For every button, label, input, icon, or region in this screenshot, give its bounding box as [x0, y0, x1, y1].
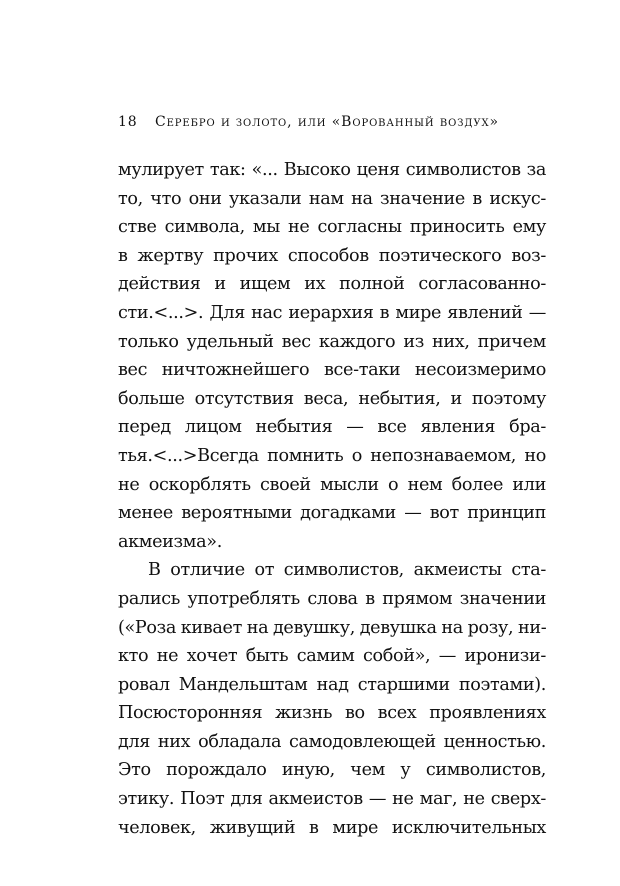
text-line: Посюсторонняя жизнь во всех проявлениях: [118, 703, 546, 724]
text-line: не оскорблять своей мысли о нем более или: [118, 474, 546, 495]
text-line: сти.<...>. Для нас иерархия в мире явлений —: [118, 302, 546, 323]
text-line: мулирует так: «... Высоко ценя символистов за: [118, 160, 546, 180]
text-line: кто не хочет быть самим собой», — иронизи-: [118, 646, 546, 667]
text-line: перед лицом небытия — все явления бра-: [118, 417, 546, 438]
paragraph-quote-continuation: [118, 156, 546, 556]
text-line: то, что они указали нам на значение в искус-: [118, 188, 546, 209]
body-text: [118, 156, 546, 842]
text-line: Это порождало иную, чем у символистов,: [118, 760, 546, 781]
text-line: вес ничтожнейшего все-таки несоизмеримо: [118, 360, 546, 381]
text-line: больше отсутствия веса, небытия, и поэтому: [118, 388, 546, 409]
text-line: в жертву прочих способов поэтического воз-: [118, 245, 546, 266]
text-line: действия и ищем их полной согласованно-: [118, 274, 546, 295]
text-line: акмеизма».: [118, 531, 222, 552]
text-line: этику. Поэт для акмеистов — не маг, не сверх-: [118, 789, 546, 810]
text-line: только удельный вес каждого из них, причем: [118, 331, 546, 352]
running-head: [118, 114, 538, 130]
text-line: стве символа, мы не согласны приносить ему: [118, 217, 546, 238]
text-line: тья.<...>Всегда помнить о непознаваемом, но: [118, 445, 546, 466]
text-line: («Роза кивает на девушку, девушка на розу, ни-: [118, 617, 547, 638]
text-line: человек, живущий в мире исключительных: [118, 817, 546, 838]
page-number: 18: [118, 114, 138, 130]
running-title: Серебро и золото, или «Ворованный воздух»: [154, 114, 499, 130]
text-line: менее вероятными догадками — вот принцип: [118, 503, 546, 524]
paragraph-acmeists: [118, 556, 546, 842]
text-line: рались употреблять слова в прямом значении: [118, 588, 546, 609]
text-line: В отличие от символистов, акмеисты ста-: [148, 560, 546, 581]
text-line: для них обладала самодовлеющей ценностью.: [118, 731, 546, 752]
text-line: ровал Мандельштам над старшими поэтами).: [118, 674, 546, 695]
